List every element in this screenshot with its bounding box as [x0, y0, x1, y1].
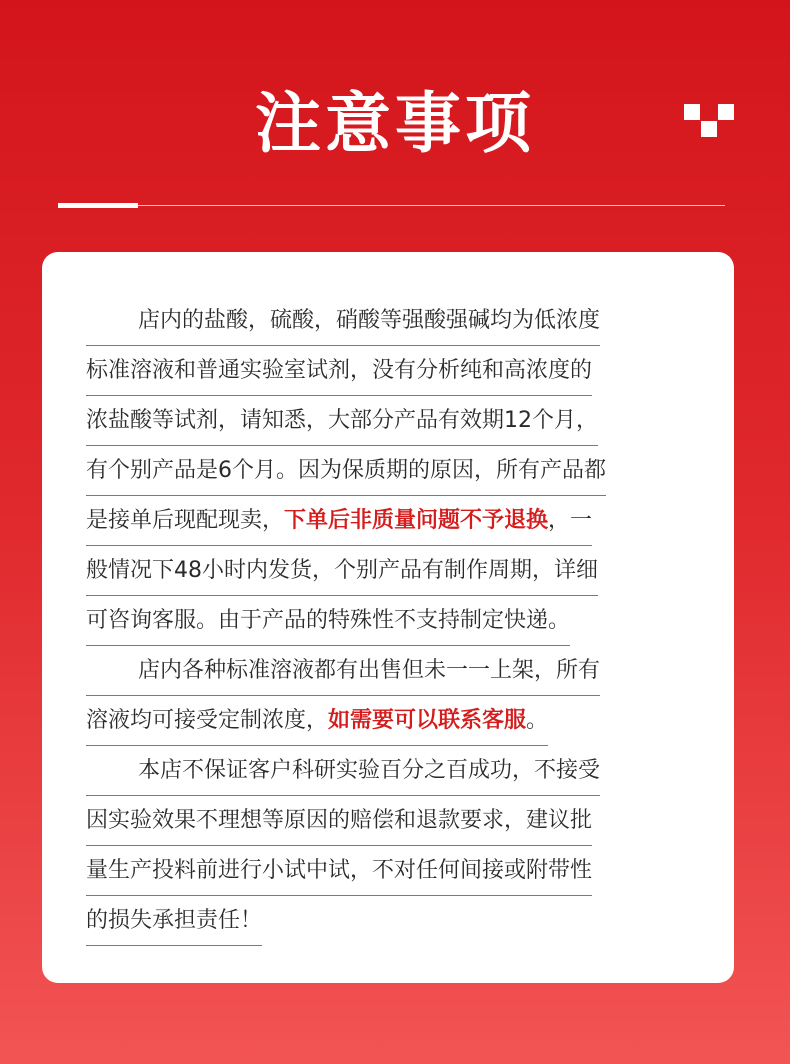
text-segment: ，一	[548, 508, 593, 533]
text-line: 的损失承担责任！	[86, 896, 262, 946]
text-line: 浓盐酸等试剂，请知悉，大部分产品有效期12个月，	[86, 396, 598, 446]
title-divider-accent	[58, 203, 138, 208]
contact-service-highlight: 如需要可以联系客服	[328, 708, 527, 733]
text-line: 标准溶液和普通实验室试剂，没有分析纯和高浓度的	[86, 346, 592, 396]
page-title: 注意事项	[255, 85, 535, 162]
notice-paragraph-3	[86, 746, 706, 946]
text-line: 有个别产品是6个月。因为保质期的原因，所有产品都	[86, 446, 606, 496]
text-line: 可咨询客服。由于产品的特殊性不支持制定快递。	[86, 596, 570, 646]
notice-text	[86, 296, 706, 946]
text-line: 店内的盐酸，硫酸，硝酸等强酸强碱均为低浓度	[86, 296, 600, 346]
checker-logo-icon	[684, 104, 734, 138]
notice-paragraph-1	[86, 296, 706, 646]
text-line	[86, 496, 592, 546]
text-line: 因实验效果不理想等原因的赔偿和退款要求，建议批	[86, 796, 592, 846]
text-segment: 溶液均可接受定制浓度，	[86, 708, 329, 733]
no-return-warning: 下单后非质量问题不予退换	[284, 508, 549, 533]
notice-paragraph-2	[86, 646, 706, 746]
notice-card	[42, 252, 734, 983]
text-line: 本店不保证客户科研实验百分之百成功，不接受	[86, 746, 600, 796]
text-line: 店内各种标准溶液都有出售但未一一上架，所有	[86, 646, 600, 696]
text-line: 般情况下48小时内发货，个别产品有制作周期，详细	[86, 546, 598, 596]
text-line: 量生产投料前进行小试中试，不对任何间接或附带性	[86, 846, 592, 896]
text-segment: 。	[526, 708, 549, 733]
text-segment: 是接单后现配现卖，	[86, 508, 285, 533]
text-line	[86, 696, 548, 746]
title-divider	[58, 205, 725, 206]
